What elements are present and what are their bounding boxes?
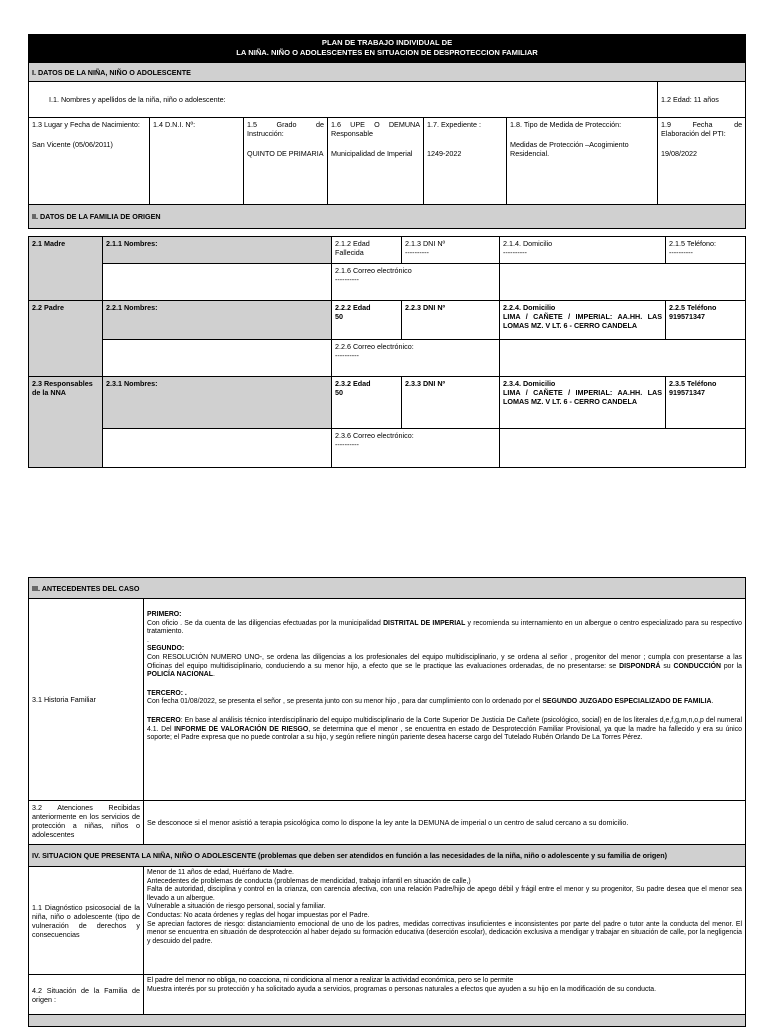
- title-line-2: LA NIÑA. NIÑO O ADOLESCENTES EN SITUACION DE DESPROTECCION FAMILIAR: [236, 48, 538, 57]
- pti-form-part-2: [28, 577, 746, 1027]
- measure-value: Medidas de Protección –Acogimiento Residencial.: [510, 140, 629, 158]
- mother-age-value: Fallecida: [335, 248, 364, 257]
- diagnosis-line: Antecedentes de problemas de conducta (problemas de mendicidad, trabajo infantil en situación de calle,): [147, 877, 471, 885]
- mother-dni-cell: [402, 237, 500, 264]
- father-phone-cell: [666, 301, 746, 340]
- upe-cell: [328, 118, 424, 205]
- history-p2-g: .: [212, 671, 215, 679]
- mother-address-cell: [500, 237, 666, 264]
- guardian-phone-label: 2.3.5 Teléfono: [669, 379, 717, 388]
- history-p2-a: Con RESOLUCIÓN NUMERO UNO-, se ordena las diligencias a los profesionales del equipo multidisciplinario, y se ordena al señor , progenitor del menor ; cumpla con presentarse a las Oficinas del equipo multidisciplinario, conduciendo a su menor hijo, a efecto que se le practique las evaluaciones ordenadas, de no presentarse: se: [147, 653, 742, 670]
- diagnosis-line: Menor de 11 años de edad, Huérfano de Madre.: [147, 869, 294, 876]
- father-phone-label: 2.2.5 Teléfono: [669, 303, 717, 312]
- document-title: [29, 35, 746, 63]
- mother-phone-value: ----------: [669, 248, 693, 257]
- birth-label: 1.3 Lugar y Fecha de Nacimiento:: [32, 120, 140, 129]
- guardian-dni-cell: [402, 377, 500, 429]
- father-names-label: 2.2.1 Nombres:: [103, 301, 332, 340]
- section-1-heading: I. DATOS DE LA NIÑA, NIÑO O ADOLESCENTE: [29, 63, 746, 82]
- diagnosis-line: Se aprecian factores de riesgo: distanciamiento emocional de uno de los padres, medidas correctivas insuficientes e inconsistentes por parte del padre o tutor ante la conducta del menor. El menor se encuentra en situación de desprotección al haber dejado su formación educativa (deserción escolar), dedicación exclusiva a mendigar y trabajar en situación de calle, por la negligencia y descuido del padre.: [147, 920, 742, 945]
- expedient-value: 1249-2022: [427, 149, 462, 158]
- pti-date-value: 19/08/2022: [661, 149, 697, 158]
- section-2-heading: II. DATOS DE LA FAMILIA DE ORIGEN: [29, 205, 746, 229]
- mother-email-value: ----------: [335, 275, 359, 284]
- mother-names-value: [103, 264, 332, 301]
- history-p2-e: por la: [720, 662, 743, 670]
- mother-row-label: 2.1 Madre: [29, 237, 103, 301]
- guardian-email-cell: [332, 429, 500, 468]
- mother-address-label: 2.1.4. Domicilio: [503, 239, 553, 248]
- guardian-phone-cell: [666, 377, 746, 429]
- guardian-address-label: 2.3.4. Domicilio: [503, 379, 556, 388]
- guardian-row-label: 2.3 Responsables de la NNA: [29, 377, 103, 468]
- mother-address-value: ----------: [503, 248, 527, 257]
- guardian-address-value: LIMA / CAÑETE / IMPERIAL: AA.HH. LAS LOMAS MZ. V LT. 6 - CERRO CANDELA: [503, 388, 662, 406]
- mother-email-label: 2.1.6 Correo electrónico: [335, 266, 412, 275]
- mother-phone-label: 2.1.5 Teléfono:: [669, 239, 717, 248]
- history-p1-b: DISTRITAL DE IMPERIAL: [383, 619, 466, 627]
- section-4-heading: [29, 845, 746, 867]
- history-p2-d: CONDUCCIÓN: [673, 662, 721, 670]
- diagnosis-text: [144, 867, 746, 975]
- mother-email-cell: [332, 264, 500, 301]
- guardian-phone-value: 919571347: [669, 388, 705, 397]
- guardian-email-value: ----------: [335, 440, 359, 449]
- care-text: Se desconoce si el menor asistió a terapia psicológica como lo dispone la ley ante la DEMUNA de imperial o un centro de salud cercano a su domicilio.: [144, 801, 746, 845]
- birth-value: San Vicente (05/06/2011): [32, 140, 113, 149]
- guardian-names-label: 2.3.1 Nombres:: [103, 377, 332, 429]
- mother-extra-cell: [500, 264, 746, 301]
- father-address-label: 2.2.4. Domicilio: [503, 303, 556, 312]
- title-line-1: PLAN DE TRABAJO INDIVIDUAL DE: [321, 38, 453, 47]
- history-p2-f: POLICÍA NACIONAL: [147, 671, 213, 679]
- guardian-age-value: 50: [335, 388, 343, 397]
- history-label: 3.1 Historia Familiar: [29, 599, 144, 801]
- mother-names-label: 2.1.1 Nombres:: [103, 237, 332, 264]
- history-p4-d: , se determina que el menor , se encuentra en estado de Desprotección Familiar Provisional, ya que la madre ha fallecido y era su único soporte; el Padre expresa que no puede controlar a su hijo, y según refiere ningún pariente desea hacerse cargo del Tutelado Rubén Orlando De La Torres Pérez.: [147, 725, 742, 742]
- mother-age-label: 2.1.2 Edad: [335, 239, 370, 248]
- history-p1-c: y recomienda su internamiento en un albergue o centro especializado para su respectivo tratamiento.: [147, 619, 742, 636]
- father-dni-cell: [402, 301, 500, 340]
- history-p3: [147, 698, 742, 707]
- father-row-label: 2.2 Padre: [29, 301, 103, 377]
- guardian-age-cell: [332, 377, 402, 429]
- father-email-cell: [332, 340, 500, 377]
- history-p4-a: TERCERO: [147, 716, 181, 724]
- history-p1-a: Con oficio . Se da cuenta de las diligencias efectuadas por la municipalidad: [147, 619, 384, 627]
- family-situation-line: El padre del menor no obliga, no coacciona, ni condiciona al menor a realizar la actividad económica, pero se lo permite: [147, 977, 514, 984]
- grade-label: 1.5 Grado de Instrucción:: [247, 120, 324, 138]
- father-phone-value: 919571347: [669, 312, 705, 321]
- father-address-value: LIMA / CAÑETE / IMPERIAL: AA.HH. LAS LOMAS MZ. V LT. 6 - CERRO CANDELA: [503, 312, 662, 330]
- father-email-label: 2.2.6 Correo electrónico:: [335, 342, 414, 351]
- mother-phone-cell: [666, 237, 746, 264]
- upe-value: Municipalidad de Imperial: [331, 149, 413, 158]
- upe-label: 1.6 UPE O DEMUNA Responsable: [331, 120, 420, 138]
- diagnosis-label: 1.1 Diagnóstico psicosocial de la niña, niño o adolescente (tipo de vulneración de derechos y consecuencias: [29, 867, 144, 975]
- dni-cell: 1.4 D.N.I. Nº:: [150, 118, 244, 205]
- child-names-cell: I.1. Nombres y apellidos de la niña, niño o adolescente:: [29, 82, 658, 118]
- history-p4: [147, 717, 742, 743]
- father-extra-cell: [500, 340, 746, 377]
- pti-form-part-1: [28, 34, 746, 229]
- section-3-heading: III. ANTECEDENTES DEL CASO: [29, 578, 746, 599]
- history-dot: .: [147, 636, 149, 644]
- father-names-value: [103, 340, 332, 377]
- father-age-label: 2.2.2 Edad: [335, 303, 371, 312]
- history-p3-c: .: [711, 698, 714, 706]
- measure-cell: [507, 118, 658, 205]
- family-situation-text: [144, 975, 746, 1015]
- history-p2-c: su: [660, 662, 674, 670]
- section-4-heading-bold: IV. SITUACION QUE PRESENTA LA NIÑA, NIÑO O ADOLESCENTE: [32, 851, 257, 860]
- family-situation-label: 4.2 Situación de la Familia de origen :: [29, 975, 144, 1015]
- guardian-extra-cell: [500, 429, 746, 468]
- guardian-dni-label: 2.3.3 DNI Nº: [405, 379, 446, 388]
- mother-age-cell: [332, 237, 402, 264]
- guardian-address-cell: [500, 377, 666, 429]
- grade-value: QUINTO DE PRIMARIA: [247, 149, 324, 158]
- history-p4-c: INFORME DE VALORACIÓN DE RIESGO: [174, 725, 309, 733]
- history-p2-title: SEGUNDO:: [147, 645, 185, 653]
- birth-cell: [29, 118, 150, 205]
- expedient-cell: [424, 118, 507, 205]
- section-4-heading-rest: (problemas que deben ser atendidos en función a las necesidades de la niña, niño o adolescente y su familia de origen): [256, 851, 668, 860]
- diagnosis-line: Falta de autoridad, disciplina y control en la crianza, con carencia afectiva, con una relación Padre/hijo de apego débil y frágil entre el menor y su progenitor, Su padre desea que el menor sea llevado a un albergue.: [147, 886, 742, 902]
- next-section-strip: [29, 1015, 746, 1027]
- care-label: 3.2 Atenciones Recibidas anteriormente en los servicios de protección a niñas, niños o adolescentes: [29, 801, 144, 845]
- history-p3-a: Con fecha 01/08/2022, se presenta el señor , se presenta junto con su menor hijo , para dar cumplimiento con lo ordenado por el: [147, 698, 543, 706]
- history-p3-b: SEGUNDO JUZGADO ESPECIALIZADO DE FAMILIA: [542, 698, 712, 706]
- father-address-cell: [500, 301, 666, 340]
- history-p1-title: PRIMERO:: [147, 611, 182, 618]
- history-text: [144, 599, 746, 801]
- pti-date-label: 1.9 Fecha de Elaboración del PTI:: [661, 120, 743, 138]
- mother-dni-label: 2.1.3 DNI Nº: [405, 239, 446, 248]
- guardian-email-label: 2.3.6 Correo electrónico:: [335, 431, 414, 440]
- history-p2-b: DISPONDRÁ: [619, 662, 661, 670]
- history-p4-b: : En base al análisis técnico interdisciplinario del equipo multidisciplinario de la Corte Superior De Justicia De Cañete (psicológico, social) en de los literales d,e,f,g,m,n,o,p del numeral 4.1. Del: [147, 716, 742, 733]
- expedient-label: 1.7. Expediente :: [427, 120, 481, 129]
- father-age-cell: [332, 301, 402, 340]
- child-age-cell: 1.2 Edad: 11 años: [658, 82, 746, 118]
- history-p2: [147, 654, 742, 680]
- grade-cell: [244, 118, 328, 205]
- father-age-value: 50: [335, 312, 343, 321]
- history-p3-title: TERCERO: .: [147, 689, 187, 697]
- pti-date-cell: [658, 118, 746, 205]
- father-dni-label: 2.2.3 DNI Nº: [405, 303, 446, 312]
- family-situation-line: Muestra interés por su protección y ha solicitado ayuda a servicios, programas o personas naturales a efectos que ayuden a su hijo en la modificación de su conducta.: [147, 985, 657, 993]
- guardian-age-label: 2.3.2 Edad: [335, 379, 371, 388]
- guardian-names-value: [103, 429, 332, 468]
- father-email-value: ----------: [335, 351, 359, 360]
- mother-dni-value: ----------: [405, 248, 429, 257]
- diagnosis-line: Conductas: No acata órdenes y reglas del hogar impuestas por el Padre.: [147, 911, 370, 919]
- history-p1: [147, 620, 742, 637]
- diagnosis-line: Vulnerable a situación de riesgo personal, social y familiar.: [147, 903, 326, 911]
- family-table: [28, 236, 746, 468]
- measure-label: 1.8. Tipo de Medida de Protección:: [510, 120, 622, 129]
